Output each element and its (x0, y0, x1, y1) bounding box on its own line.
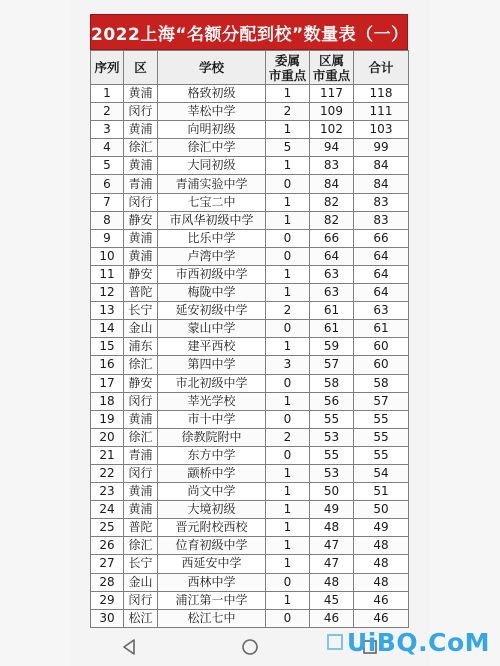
table-cell: 松江七中 (158, 609, 266, 627)
table-cell: 49 (310, 501, 354, 519)
table-cell: 28 (91, 573, 124, 591)
table-row (91, 157, 409, 175)
table-cell: 比乐中学 (158, 229, 266, 247)
table-cell: 市风华初级中学 (158, 211, 266, 229)
table-cell: 晋元附校西校 (158, 519, 266, 537)
table-cell: 10 (91, 247, 124, 265)
table-cell: 55 (354, 446, 409, 464)
table-cell: 63 (310, 265, 354, 283)
table-title: 2022上海“名额分配到校”数量表（一） (90, 14, 408, 50)
table-cell: 49 (354, 519, 409, 537)
table-row (91, 229, 409, 247)
table-cell: 延安初级中学 (158, 302, 266, 320)
table-cell: 61 (310, 320, 354, 338)
table-cell: 西延安中学 (158, 555, 266, 573)
table-cell: 1 (266, 85, 310, 103)
table-cell: 2 (266, 428, 310, 446)
table-cell: 111 (354, 103, 409, 121)
table-cell: 46 (354, 609, 409, 627)
table-cell: 1 (266, 555, 310, 573)
table-row (91, 555, 409, 573)
table-cell: 83 (310, 157, 354, 175)
table-cell: 61 (354, 320, 409, 338)
table-cell: 1 (266, 284, 310, 302)
table-row (91, 537, 409, 555)
table-cell: 1 (266, 501, 310, 519)
table-cell: 83 (354, 193, 409, 211)
column-header-0: 序列 (91, 51, 124, 85)
table-header-row (91, 51, 409, 85)
table-cell: 55 (354, 428, 409, 446)
table-cell: 青浦 (124, 446, 158, 464)
table-cell: 53 (310, 464, 354, 482)
table-cell: 0 (266, 410, 310, 428)
table-cell: 蒙山中学 (158, 320, 266, 338)
table-row (91, 464, 409, 482)
table-row (91, 483, 409, 501)
table-row (91, 428, 409, 446)
table-cell: 1 (266, 464, 310, 482)
table-row (91, 338, 409, 356)
table-cell: 长宁 (124, 555, 158, 573)
table-cell: 徐汇 (124, 139, 158, 157)
table-cell: 48 (354, 555, 409, 573)
table-cell: 13 (91, 302, 124, 320)
table-cell: 26 (91, 537, 124, 555)
table-cell: 109 (310, 103, 354, 121)
table-cell: 84 (354, 157, 409, 175)
table-cell: 黄浦 (124, 501, 158, 519)
table-cell: 11 (91, 265, 124, 283)
table-cell: 徐汇 (124, 537, 158, 555)
table-cell: 54 (354, 464, 409, 482)
table-cell: 闵行 (124, 193, 158, 211)
table-cell: 1 (266, 193, 310, 211)
table-cell: 黄浦 (124, 410, 158, 428)
table-cell: 格致初级 (158, 85, 266, 103)
table-cell: 4 (91, 139, 124, 157)
table-cell: 1 (266, 483, 310, 501)
table-cell: 松江 (124, 609, 158, 627)
table-cell: 静安 (124, 211, 158, 229)
table-cell: 117 (310, 85, 354, 103)
table-cell: 2 (266, 103, 310, 121)
table-cell: 青浦实验中学 (158, 175, 266, 193)
table-cell: 青浦 (124, 175, 158, 193)
table-cell: 卢湾中学 (158, 247, 266, 265)
table-cell: 47 (310, 537, 354, 555)
table-cell: 20 (91, 428, 124, 446)
table-cell: 64 (354, 247, 409, 265)
home-icon[interactable] (238, 635, 262, 659)
table-row (91, 374, 409, 392)
table-row (91, 302, 409, 320)
table-cell: 静安 (124, 374, 158, 392)
table-cell: 黄浦 (124, 121, 158, 139)
table-cell: 58 (354, 374, 409, 392)
table-cell: 莘松中学 (158, 103, 266, 121)
table-cell: 黄浦 (124, 85, 158, 103)
table-cell: 0 (266, 320, 310, 338)
table-cell: 市十中学 (158, 410, 266, 428)
table-cell: 15 (91, 338, 124, 356)
table-cell: 金山 (124, 320, 158, 338)
table-row (91, 85, 409, 103)
table-cell: 1 (266, 591, 310, 609)
table-row (91, 320, 409, 338)
table-cell: 61 (310, 302, 354, 320)
table-cell: 1 (266, 537, 310, 555)
table-cell: 64 (310, 247, 354, 265)
table-cell: 9 (91, 229, 124, 247)
table-cell: 3 (91, 121, 124, 139)
table-cell: 5 (266, 139, 310, 157)
table-cell: 2 (91, 103, 124, 121)
table-cell: 莘光学校 (158, 392, 266, 410)
table-cell: 18 (91, 392, 124, 410)
table-row (91, 175, 409, 193)
table-row (91, 211, 409, 229)
table-cell: 48 (354, 573, 409, 591)
table-cell: 63 (354, 302, 409, 320)
table-cell: 向明初级 (158, 121, 266, 139)
table-cell: 闵行 (124, 103, 158, 121)
table-cell: 位育初级中学 (158, 537, 266, 555)
table-cell: 48 (310, 519, 354, 537)
table-cell: 66 (354, 229, 409, 247)
table-row (91, 591, 409, 609)
table-cell: 浦东 (124, 338, 158, 356)
table-cell: 12 (91, 284, 124, 302)
table-row (91, 410, 409, 428)
table-cell: 102 (310, 121, 354, 139)
table-cell: 1 (266, 519, 310, 537)
column-header-1: 区 (124, 51, 158, 85)
table-row (91, 519, 409, 537)
table-row (91, 103, 409, 121)
bezel-left (0, 0, 70, 666)
table-cell: 普陀 (124, 519, 158, 537)
table-cell: 1 (266, 338, 310, 356)
table-cell: 金山 (124, 573, 158, 591)
table-cell: 大境初级 (158, 501, 266, 519)
column-header-2: 学校 (158, 51, 266, 85)
table-cell: 黄浦 (124, 483, 158, 501)
table-cell: 21 (91, 446, 124, 464)
table-cell: 普陀 (124, 284, 158, 302)
table-cell: 46 (354, 591, 409, 609)
table-cell: 东方中学 (158, 446, 266, 464)
table-cell: 103 (354, 121, 409, 139)
table-cell: 0 (266, 573, 310, 591)
table-cell: 55 (354, 410, 409, 428)
table-cell: 30 (91, 609, 124, 627)
table-row (91, 446, 409, 464)
table-cell: 46 (310, 609, 354, 627)
table-cell: 1 (266, 265, 310, 283)
table-cell: 55 (310, 410, 354, 428)
table-cell: 25 (91, 519, 124, 537)
table-cell: 0 (266, 609, 310, 627)
table-cell: 颛桥中学 (158, 464, 266, 482)
table-cell: 6 (91, 175, 124, 193)
table-cell: 2 (266, 302, 310, 320)
table-cell: 118 (354, 85, 409, 103)
table-cell: 建平西校 (158, 338, 266, 356)
table-cell: 16 (91, 356, 124, 374)
quota-table-sheet (90, 14, 408, 624)
table-cell: 59 (310, 338, 354, 356)
table-cell: 50 (310, 483, 354, 501)
table-row (91, 356, 409, 374)
table-cell: 1 (266, 157, 310, 175)
table-cell: 45 (310, 591, 354, 609)
table-cell: 63 (310, 284, 354, 302)
table-cell: 66 (310, 229, 354, 247)
table-cell: 57 (354, 392, 409, 410)
table-row (91, 392, 409, 410)
table-cell: 市西初级中学 (158, 265, 266, 283)
table-cell: 黄浦 (124, 229, 158, 247)
table-cell: 57 (310, 356, 354, 374)
table-cell: 53 (310, 428, 354, 446)
table-cell: 56 (310, 392, 354, 410)
column-header-4: 区属 市重点 (310, 51, 354, 85)
watermark-box-icon (327, 634, 343, 650)
table-cell: 82 (310, 193, 354, 211)
table-cell: 黄浦 (124, 157, 158, 175)
table-row (91, 265, 409, 283)
column-header-5: 合计 (354, 51, 409, 85)
table-cell: 市北初级中学 (158, 374, 266, 392)
watermark-text: UiBQ.CoM (346, 627, 490, 657)
table-cell: 5 (91, 157, 124, 175)
table-cell: 60 (354, 338, 409, 356)
table-cell: 0 (266, 374, 310, 392)
table-cell: 17 (91, 374, 124, 392)
table-cell: 西林中学 (158, 573, 266, 591)
table-cell: 浦江第一中学 (158, 591, 266, 609)
table-cell: 0 (266, 446, 310, 464)
table-cell: 梅陇中学 (158, 284, 266, 302)
column-header-3: 委属 市重点 (266, 51, 310, 85)
table-cell: 48 (310, 573, 354, 591)
table-cell: 尚文中学 (158, 483, 266, 501)
table-cell: 长宁 (124, 302, 158, 320)
table-row (91, 139, 409, 157)
table-cell: 47 (310, 555, 354, 573)
table-row (91, 247, 409, 265)
table-cell: 1 (266, 121, 310, 139)
table-row (91, 193, 409, 211)
table-cell: 闵行 (124, 392, 158, 410)
table-cell: 29 (91, 591, 124, 609)
table-cell: 60 (354, 356, 409, 374)
table-cell: 51 (354, 483, 409, 501)
table-cell: 3 (266, 356, 310, 374)
table-cell: 0 (266, 229, 310, 247)
table-cell: 48 (354, 537, 409, 555)
table-cell: 静安 (124, 265, 158, 283)
site-watermark (327, 624, 490, 660)
table-row (91, 501, 409, 519)
table-cell: 黄浦 (124, 247, 158, 265)
table-cell: 14 (91, 320, 124, 338)
table-cell: 7 (91, 193, 124, 211)
table-cell: 58 (310, 374, 354, 392)
table-cell: 0 (266, 247, 310, 265)
quota-table (90, 50, 409, 628)
table-cell: 1 (91, 85, 124, 103)
table-cell: 24 (91, 501, 124, 519)
table-cell: 27 (91, 555, 124, 573)
table-row (91, 121, 409, 139)
back-icon[interactable] (118, 635, 142, 659)
table-cell: 84 (354, 175, 409, 193)
table-cell: 第四中学 (158, 356, 266, 374)
table-cell: 七宝二中 (158, 193, 266, 211)
table-cell: 徐汇 (124, 356, 158, 374)
table-cell: 徐汇 (124, 428, 158, 446)
table-cell: 闵行 (124, 464, 158, 482)
table-row (91, 284, 409, 302)
table-cell: 19 (91, 410, 124, 428)
table-cell: 94 (310, 139, 354, 157)
table-cell: 64 (354, 284, 409, 302)
table-cell: 83 (354, 211, 409, 229)
table-cell: 82 (310, 211, 354, 229)
table-cell: 大同初级 (158, 157, 266, 175)
table-cell: 1 (266, 392, 310, 410)
bezel-right (430, 0, 500, 666)
table-cell: 64 (354, 265, 409, 283)
table-cell: 徐教院附中 (158, 428, 266, 446)
table-body (91, 85, 409, 628)
table-row (91, 573, 409, 591)
table-cell: 0 (266, 175, 310, 193)
table-cell: 99 (354, 139, 409, 157)
table-cell: 55 (310, 446, 354, 464)
table-cell: 徐汇中学 (158, 139, 266, 157)
table-cell: 84 (310, 175, 354, 193)
table-cell: 22 (91, 464, 124, 482)
table-cell: 8 (91, 211, 124, 229)
table-cell: 闵行 (124, 591, 158, 609)
table-cell: 1 (266, 211, 310, 229)
table-cell: 23 (91, 483, 124, 501)
table-cell: 50 (354, 501, 409, 519)
